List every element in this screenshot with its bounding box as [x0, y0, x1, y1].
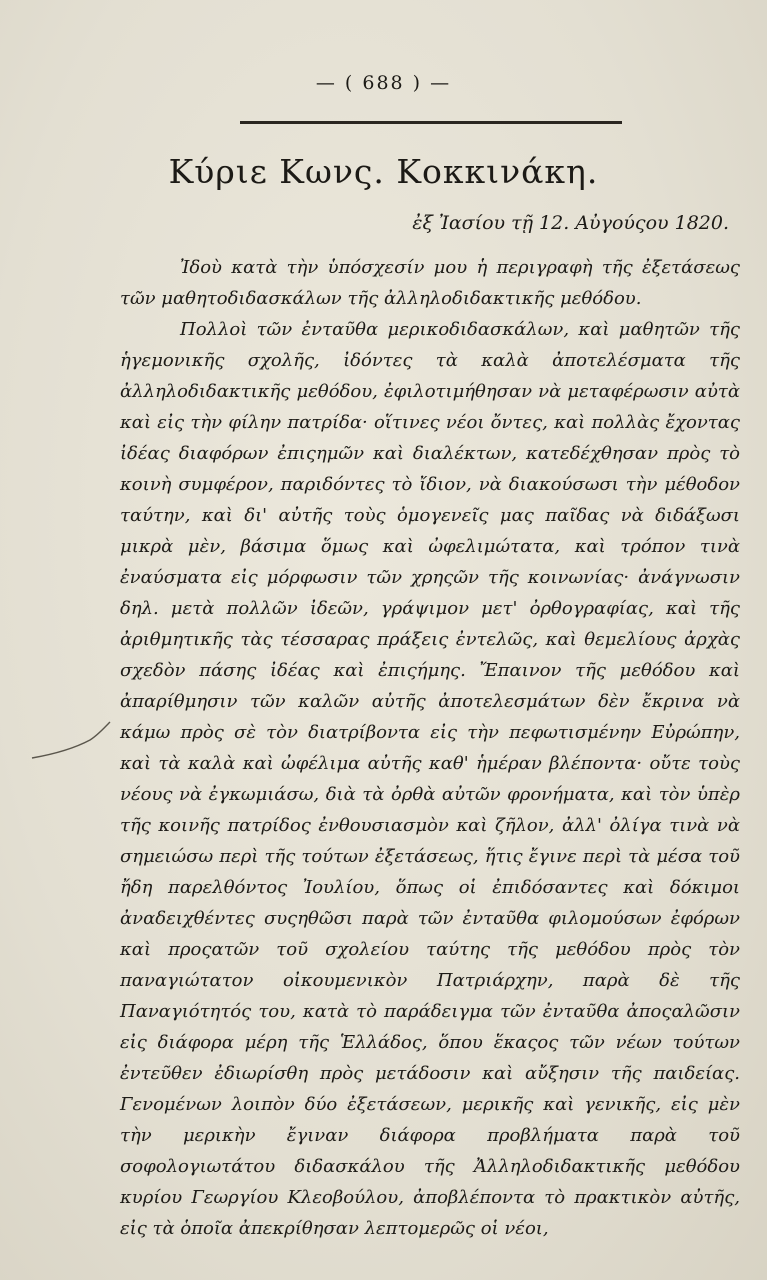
letter-body — [120, 252, 740, 1244]
header-rule — [240, 121, 622, 124]
pencil-margin-mark — [30, 710, 120, 770]
letter-salutation: Κύριε Κωνς. Κοκκινάκη. — [168, 152, 599, 191]
paragraph: Πολλοὶ τῶν ἐνταῦθα μερικοδιδασκάλων, καὶ μαθητῶν τῆς ἡγεμονικῆς σχολῆς, ἰδόντες τὰ καλὰ ἀποτελέσματα τῆς ἀλληλοδιδακτικῆς μεθόδου, ἐφιλοτιμήθησαν νὰ μεταφέρωσιν αὐτὰ καὶ εἰς τὴν φίλην πατρίδα· οἵτινες νέοι ὄντες, καὶ πολλὰς ἔχοντας ἰδέας διαφόρων ἐπιςημῶν καὶ διαλέκτων, κατεδέχθησαν πρὸς τὸ κοινὴ συμφέρον, παριδόντες τὸ ἴδιον, νὰ διακούσωσι τὴν μέθοδον ταύτην, καὶ δι' αὐτῆς τοὺς ὁμογενεῖς μας παῖδας νὰ διδάξωσι μικρὰ μὲν, βάσιμα ὅμως καὶ ὠφελιμώτατα, καὶ τρόπον τινὰ ἐναύσματα εἰς μόρφωσιν τῶν χρηςῶν τῆς κοινωνίας· ἀνάγνωσιν δηλ. μετὰ πολλῶν ἰδεῶν, γράψιμον μετ' ὀρθογραφίας, καὶ τῆς ἀριθμητικῆς τὰς τέσσαρας πράξεις ἐντελῶς, καὶ θεμελίους ἀρχὰς σχεδὸν πάσης ἰδέας καὶ ἐπιςήμης. Ἔπαινον τῆς μεθόδου καὶ ἀπαρίθμησιν τῶν καλῶν αὐτῆς ἀποτελεσμάτων δὲν ἔκρινα νὰ κάμω πρὸς σὲ τὸν διατρίβοντα εἰς τὴν πεφωτισμένην Εὐρώπην, καὶ τὰ καλὰ καὶ ὠφέλιμα αὐτῆς καθ' ἡμέραν βλέποντα· οὔτε τοὺς νέους νὰ ἐγκωμιάσω, διὰ τὰ ὀρθὰ αὐτῶν φρονήματα, καὶ τὸν ὑπὲρ τῆς κοινῆς πατρίδος ἐνθουσιασμὸν καὶ ζῆλον, ἀλλ' ὀλίγα τινὰ νὰ σημειώσω περὶ τῆς τούτων ἐξετάσεως, ἥτις ἔγινε περὶ τὰ μέσα τοῦ ἤδη παρελθόντος Ἰουλίου, ὅπως οἱ ἐπιδόσαντες καὶ δόκιμοι ἀναδειχθέντες συςηθῶσι παρὰ τῶν ἐνταῦθα φιλομούσων ἐφόρων καὶ προςατῶν τοῦ σχολείου ταύτης τῆς μεθόδου πρὸς τὸν παναγιώτατον οἰκουμενικὸν Πατριάρχην, παρὰ δὲ τῆς Παναγιότητός του, κατὰ τὸ παράδειγμα τῶν ἐνταῦθα ἀποςαλῶσιν εἰς διάφορα μέρη τῆς Ἑλλάδος, ὅπου ἕκαςος τῶν νέων τούτων ἐντεῦθεν ἐδιωρίσθη πρὸς μετάδοσιν καὶ αὔξησιν τῆς παιδείας. Γενομένων λοιπὸν δύο ἐξετάσεων, μερικῆς καὶ γενικῆς, εἰς μὲν τὴν μερικὴν ἔγιναν διάφορα προβλήματα παρὰ τοῦ σοφολογιωτάτου διδασκάλου τῆς Ἀλληλοδιδακτικῆς μεθόδου κυρίου Γεωργίου Κλεοβούλου, ἀποβλέποντα τὸ πρακτικὸν αὐτῆς, εἰς τὰ ὁποῖα ἀπεκρίθησαν λεπτομερῶς οἱ νέοι, — [120, 319, 740, 1239]
paragraph: Ἰδοὺ κατὰ τὴν ὑπόσχεσίν μου ἡ περιγραφὴ τῆς ἐξετάσεως τῶν μαθητοδιδασκάλων τῆς ἀλληλοδιδακτικῆς μεθόδου. — [120, 257, 740, 309]
page-number: — ( 688 ) — — [315, 72, 452, 94]
dateline: ἐξ Ἰασίου τῇ 12. Αὐγούςου 1820. — [412, 212, 729, 234]
